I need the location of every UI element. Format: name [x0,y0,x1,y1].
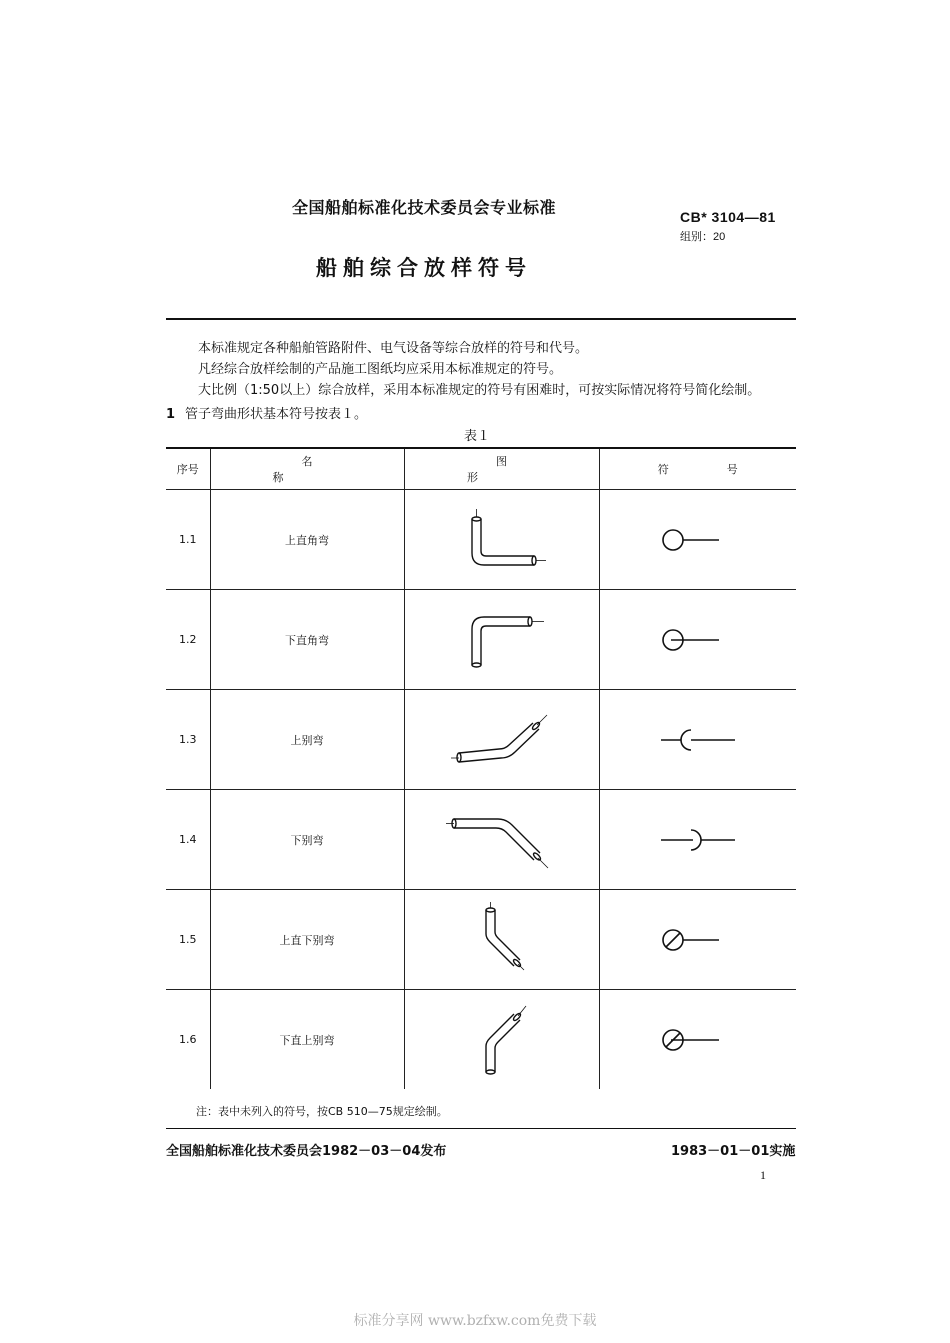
table-caption: 表１ [464,429,491,444]
intro-paragraph-3: 大比例（1:50以上）综合放样，采用本标准规定的符号有困难时，可按实际情况将符号简化绘制。 [198,383,761,398]
standard-code: CB* 3104—81 [680,209,776,225]
org-standard-heading: 全国船舶标准化技术委员会专业标准 [292,198,557,217]
circle-slash-symbol-icon [653,920,743,960]
row-no: 1.3 [166,690,210,790]
intro-paragraph-2: 凡经综合放样绘制的产品施工图纸均应采用本标准规定的符号。 [198,362,563,377]
row-name: 下直上别弯 [210,990,404,1090]
row-symbol [599,690,796,790]
published-date: 全国船舶标准化技术委员会1982－03－04发布 [166,1144,447,1159]
footer-divider [166,1128,796,1129]
section-1-heading [166,403,367,422]
intro-paragraph-1: 本标准规定各种船舶管路附件、电气设备等综合放样的符号和代号。 [198,341,589,356]
table-row [166,490,796,590]
open-arc-right-symbol-icon [653,820,743,860]
header-symbol-text: 符号 [657,463,796,476]
row-name: 上直角弯 [210,490,404,590]
header-figure [404,448,599,490]
table-row [166,790,796,890]
row-no: 1.6 [179,1033,197,1046]
table-note: 注：表中未列入的符号，按CB 510—75规定绘制。 [196,1105,448,1118]
table-row [166,690,796,790]
circle-slash-through-symbol-icon [653,1020,743,1060]
row-name: 上直下别弯 [210,890,404,990]
header-figure-text: 图形 [467,455,565,484]
row-no: 1.4 [166,790,210,890]
watermark: 标准分享网 www.bzfxw.com免费下载 [353,1313,597,1329]
pipe-elbow-up-icon [452,505,552,575]
header-symbol [599,448,796,490]
pipe-vertical-offset-down-icon [462,900,542,980]
circle-line-symbol-icon [653,520,743,560]
document-title: 船舶综合放样符号 [316,256,532,280]
circle-through-line-symbol-icon [653,620,743,660]
row-name: 下直角弯 [210,590,404,690]
row-figure [404,590,599,690]
row-no: 1.1 [166,490,210,590]
row-name: 下别弯 [210,790,404,890]
group-label: 组别：20 [680,231,726,243]
table-row [166,890,796,990]
table-row [166,990,796,1090]
header-name [210,448,404,490]
section-text: 管子弯曲形状基本符号按表１。 [185,407,368,422]
pipe-offset-up-icon [447,705,557,775]
pipe-offset-down-icon [442,805,562,875]
section-number: 1 [166,407,176,422]
open-arc-left-symbol-icon [653,720,743,760]
effective-date: 1983－01－01实施 [671,1144,796,1159]
row-figure [404,690,599,790]
header-divider [166,318,796,320]
row-symbol [599,990,796,1090]
row-symbol [599,490,796,590]
pipe-elbow-down-icon [452,605,552,675]
row-no: 1.2 [166,590,210,690]
pipe-vertical-offset-up-icon [462,1000,542,1080]
row-figure [404,890,599,990]
row-symbol [599,890,796,990]
table-header-row [166,448,796,490]
table-row [166,590,796,690]
row-symbol [599,590,796,690]
row-name: 上别弯 [210,690,404,790]
symbol-table [166,447,796,1089]
page-number: 1 [760,1168,766,1182]
row-figure [404,990,599,1090]
row-symbol [599,790,796,890]
row-no: 1.5 [166,890,210,990]
row-figure [404,790,599,890]
header-name-text: 名称 [272,455,371,484]
row-figure [404,490,599,590]
header-no: 序号 [166,448,210,490]
